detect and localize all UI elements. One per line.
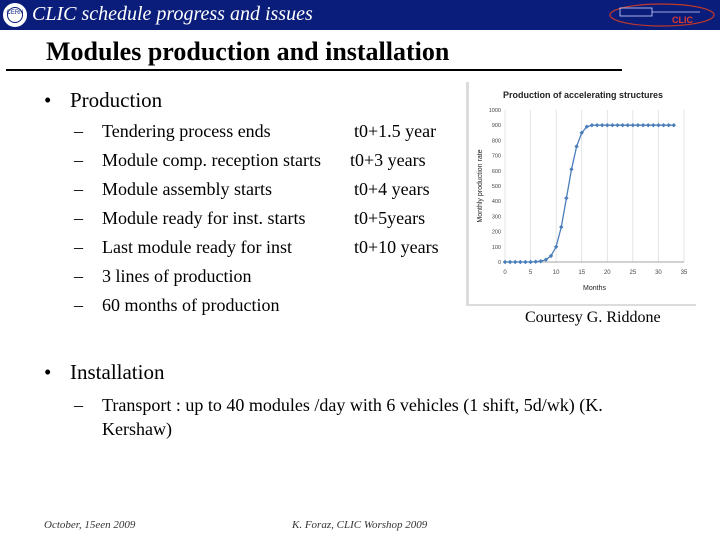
y-tick-label: 500: [491, 184, 501, 190]
x-tick-label: 0: [503, 270, 507, 276]
data-point: [651, 123, 655, 127]
data-point: [600, 123, 604, 127]
data-point: [661, 123, 665, 127]
bullet-heading: Production: [70, 88, 163, 112]
slide-subtitle: Modules production and installation: [46, 37, 450, 66]
y-tick-label: 800: [491, 138, 501, 145]
cern-logo: [2, 2, 28, 28]
data-point: [610, 123, 614, 127]
item-text: Tendering process ends: [102, 121, 271, 141]
data-point: [620, 123, 624, 127]
data-point: [595, 123, 599, 127]
data-point: [605, 123, 609, 127]
data-point: [615, 123, 619, 127]
data-point: [672, 123, 676, 127]
data-point: [518, 260, 522, 264]
header-bar: [0, 0, 720, 30]
data-point: [590, 123, 594, 127]
chart-courtesy: Courtesy G. Riddone: [525, 309, 661, 326]
item-dash: –: [74, 150, 83, 170]
x-tick-label: 10: [552, 270, 560, 276]
data-point: [636, 123, 640, 127]
y-tick-label: 100: [491, 244, 501, 251]
item-dash: –: [74, 237, 83, 257]
y-tick-label: 0: [497, 260, 501, 266]
x-tick-label: 5: [528, 270, 533, 276]
production-chart: [466, 82, 696, 306]
item-text: 60 months of production: [102, 295, 280, 315]
data-point: [539, 259, 543, 263]
data-point: [528, 260, 532, 264]
x-tick-label: 15: [578, 270, 586, 276]
y-axis-label: Monthly production rate: [477, 149, 484, 223]
data-point: [533, 259, 537, 263]
y-tick-label: 1000: [488, 108, 501, 114]
clic-logo: [608, 2, 716, 28]
item-text: Last module ready for inst: [102, 237, 292, 257]
data-point: [508, 260, 512, 264]
header-title: CLIC schedule progress and issues: [32, 3, 313, 25]
item-value: t0+4 years: [354, 179, 430, 199]
data-point: [503, 260, 507, 264]
item-text: Module ready for inst. starts: [102, 208, 306, 228]
item-text: Module comp. reception starts: [102, 150, 321, 170]
x-tick-label: 20: [603, 270, 611, 276]
chart-title: Production of accelerating structures: [502, 90, 664, 100]
item-value: t0+10 years: [354, 237, 439, 257]
data-point: [631, 123, 635, 127]
clic-logo-ring: [610, 4, 714, 26]
item-text: 3 lines of production: [102, 266, 252, 286]
footer-date: October, 15een 2009: [44, 519, 136, 531]
y-tick-label: 200: [491, 229, 501, 236]
bullet-dot: •: [44, 360, 52, 384]
x-tick-label: 30: [655, 270, 662, 276]
x-tick-label: 35: [680, 270, 688, 276]
y-tick-label: 700: [491, 153, 501, 160]
item-dash: –: [74, 266, 83, 286]
cern-logo-text: CERN: [6, 10, 24, 16]
item-dash: –: [74, 395, 83, 415]
item-text: Transport : up to 40 modules /day with 6 vehicles (1 shift, 5d/wk) (K. Kershaw): [102, 395, 603, 439]
x-tick-label: 25: [629, 270, 637, 276]
data-point: [559, 225, 563, 229]
data-point: [626, 123, 630, 127]
y-tick-label: 400: [491, 199, 501, 206]
subtitle-underline: [6, 69, 622, 71]
item-text: Module assembly starts: [102, 179, 272, 199]
footer-author: K. Foraz, CLIC Worshop 2009: [292, 519, 428, 531]
data-point: [656, 123, 660, 127]
item-dash: –: [74, 121, 83, 141]
production-chart-svg: [469, 82, 696, 304]
data-point: [513, 260, 517, 264]
clic-logo-text: CLIC: [672, 15, 693, 25]
item-dash: –: [74, 295, 83, 315]
bullet-heading: Installation: [70, 360, 165, 384]
data-point: [523, 260, 527, 264]
data-point: [564, 196, 568, 200]
clic-logo-module: [620, 8, 652, 16]
item-dash: –: [74, 179, 83, 199]
data-point: [569, 167, 573, 171]
data-point: [666, 123, 670, 127]
data-point: [641, 123, 645, 127]
item-value: t0+3 years: [350, 150, 426, 170]
data-point: [646, 123, 650, 127]
item-dash: –: [74, 208, 83, 228]
bullet-dot: •: [44, 88, 52, 112]
data-point: [574, 144, 578, 148]
y-tick-label: 300: [491, 214, 501, 221]
y-tick-label: 600: [491, 168, 501, 175]
x-axis-label: Months: [583, 285, 606, 292]
y-tick-label: 900: [491, 123, 501, 130]
item-value: t0+1.5 year: [354, 121, 437, 141]
item-value: t0+5years: [354, 208, 426, 228]
